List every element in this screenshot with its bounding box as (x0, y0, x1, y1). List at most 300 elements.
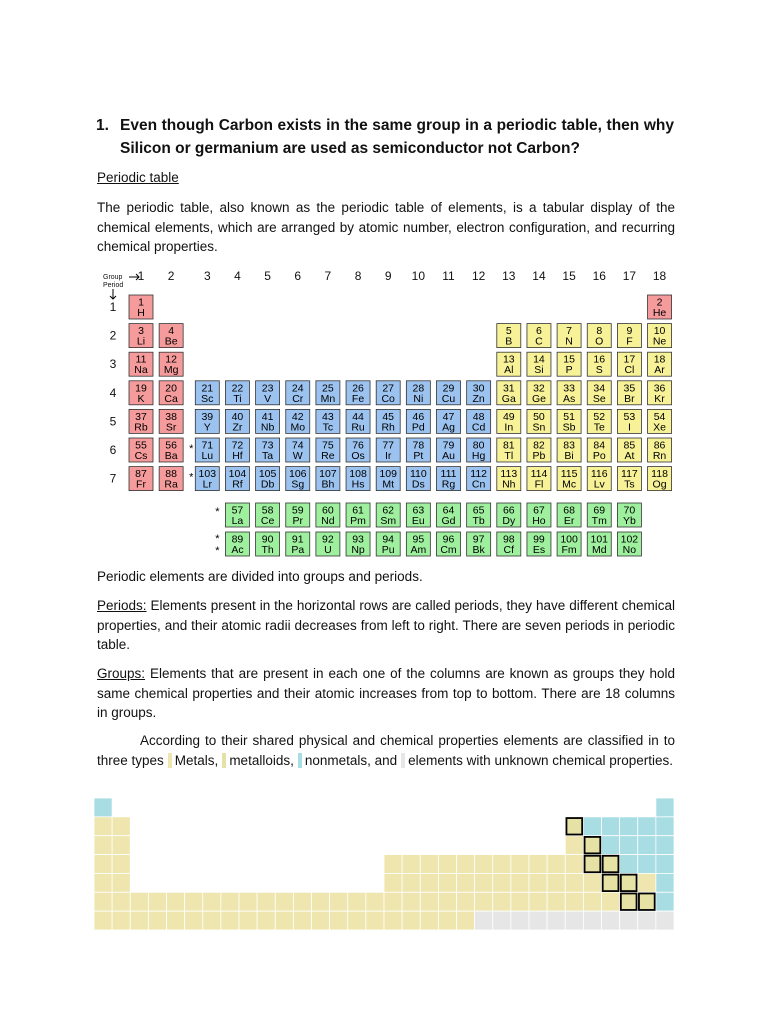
element-ds-number: 110 (409, 468, 427, 481)
element-se-symbol: Se (592, 392, 606, 405)
element-al-number: 13 (502, 353, 515, 366)
element-na-symbol: Na (134, 364, 148, 377)
group-number-14: 14 (532, 269, 546, 283)
element-sr-symbol: Sr (165, 421, 177, 434)
element-s-symbol: S (595, 364, 603, 377)
element-rn-symbol: Rn (652, 450, 667, 462)
element-bh-symbol: Bh (321, 478, 335, 491)
period-axis-label: Period (103, 282, 124, 289)
element-ce-symbol: Ce (260, 515, 275, 527)
element-mo-symbol: Mo (290, 421, 306, 434)
element-be-symbol: Be (164, 335, 178, 348)
period-number-5: 5 (109, 414, 117, 429)
element-mg-symbol: Mg (163, 364, 179, 377)
element-hs-number: 108 (349, 468, 367, 481)
element-cn-number: 112 (470, 468, 488, 481)
metalloids-label: metalloids, (229, 752, 294, 768)
class-cell (565, 855, 583, 874)
unknown-swatch (401, 753, 405, 768)
element-dy-number: 66 (502, 504, 515, 517)
class-cell (493, 911, 511, 930)
period-number-7: 7 (109, 471, 117, 486)
class-cell (312, 911, 330, 930)
element-nb-number: 41 (261, 410, 274, 423)
element-te-symbol: Te (593, 421, 605, 434)
element-md-number: 101 (590, 533, 609, 546)
element-zn-number: 30 (472, 382, 485, 395)
group-number-4: 4 (234, 269, 241, 283)
class-cell (402, 855, 420, 874)
class-cell (583, 911, 601, 930)
element-cm-number: 96 (442, 533, 455, 546)
element-cf-symbol: Cf (503, 544, 515, 556)
periodic-table-figure (96, 266, 686, 562)
group-number-12: 12 (471, 269, 486, 283)
element-ar-number: 18 (653, 353, 666, 366)
question-text: Even though Carbon exists in the same group in a periodic table, then why Silicon or germanium are used as semiconductor not Carbon? (120, 117, 674, 157)
metalloid-cell (585, 837, 601, 853)
class-cell (438, 892, 456, 911)
element-bk-symbol: Bk (472, 544, 485, 556)
class-cell (602, 817, 620, 836)
class-cell (529, 855, 547, 874)
intro-paragraph: The periodic table, also known as the periodic table of elements, is a tabular display of the chemical elements, which are arranged by atomic number, electron configuration, and recurring chemical properties. (97, 200, 675, 254)
class-cell (620, 817, 638, 836)
class-cell (203, 911, 221, 930)
element-ag-symbol: Ag (442, 421, 455, 434)
metalloid-cell (585, 856, 601, 872)
element-in-symbol: In (504, 421, 514, 434)
element-hg-symbol: Hg (471, 450, 486, 462)
element-c-number: 6 (536, 325, 542, 338)
class-cell (348, 911, 366, 930)
element-sn-number: 50 (533, 410, 545, 423)
class-cell (257, 892, 275, 911)
element-ta-number: 73 (261, 439, 274, 452)
element-os-number: 76 (352, 439, 364, 452)
class-cell (366, 911, 384, 930)
element-pt-symbol: Pt (413, 450, 424, 462)
class-cell (438, 855, 456, 874)
element-sg-symbol: Sg (291, 478, 305, 491)
element-rf-symbol: Rf (232, 478, 243, 491)
element-rn-number: 86 (653, 439, 666, 452)
element-nd-number: 60 (322, 504, 334, 517)
element-y-number: 39 (201, 410, 214, 423)
element-rg-symbol: Rg (441, 478, 456, 491)
element-es-symbol: Es (532, 544, 546, 556)
class-cell (384, 855, 402, 874)
group-number-17: 17 (622, 269, 637, 283)
element-yb-number: 70 (623, 504, 636, 517)
element-ru-number: 44 (352, 410, 364, 423)
element-pd-number: 46 (412, 410, 425, 423)
element-fl-symbol: Fl (534, 478, 544, 491)
period-number-1: 1 (109, 300, 117, 314)
element-tb-number: 65 (472, 504, 485, 517)
section-heading-periodic-table: Periodic table (97, 170, 179, 185)
element-k-number: 19 (135, 382, 147, 395)
class-cell (529, 892, 547, 911)
class-cell (511, 911, 529, 930)
element-c-symbol: C (535, 335, 543, 348)
class-cell (402, 911, 420, 930)
element-md-symbol: Md (591, 544, 607, 556)
element-hs-symbol: Hs (351, 478, 365, 491)
element-dy-symbol: Dy (502, 515, 516, 527)
element-cu-symbol: Cu (441, 392, 456, 405)
classification-table-figure (94, 798, 674, 930)
class-cell (602, 836, 620, 855)
element-sb-symbol: Sb (562, 421, 576, 434)
class-cell (475, 873, 493, 892)
metalloids-swatch (222, 753, 226, 768)
group-number-15: 15 (562, 269, 576, 283)
class-cell (547, 911, 565, 930)
nonmetals-swatch (298, 753, 302, 768)
class-cell (94, 892, 112, 911)
class-cell (420, 873, 438, 892)
element-ce-number: 58 (261, 504, 274, 517)
element-pa-number: 91 (291, 533, 304, 546)
periods-paragraph (97, 596, 675, 655)
element-si-number: 14 (533, 353, 545, 366)
element-at-symbol: At (624, 450, 635, 462)
class-cell (293, 892, 311, 911)
element-rb-number: 37 (135, 410, 147, 423)
class-cell (438, 911, 456, 930)
metalloid-cell (603, 875, 619, 891)
element-i-number: 53 (623, 410, 636, 423)
element-mt-symbol: Mt (382, 478, 395, 491)
groups-text: Elements that are present in each one of the columns are known as groups they hold same chemical properties and their atomic increases from top to bottom. There are 18 columns in groups. (97, 666, 675, 720)
element-ca-symbol: Ca (164, 392, 178, 405)
group-number-9: 9 (384, 269, 392, 283)
class-cell (638, 817, 656, 836)
class-cell (94, 798, 112, 817)
class-cell (420, 892, 438, 911)
class-cell (529, 873, 547, 892)
class-cell (293, 911, 311, 930)
class-cell (457, 855, 475, 874)
element-fr-number: 87 (135, 468, 147, 481)
class-cell (330, 892, 348, 911)
element-pb-symbol: Pb (532, 450, 546, 462)
element-am-symbol: Am (410, 544, 427, 556)
nonmetals-label: nonmetals, and (304, 752, 398, 768)
element-og-number: 118 (651, 468, 668, 481)
element-lu-number: 71 (201, 439, 214, 452)
element-rh-number: 45 (382, 410, 395, 423)
class-cell (475, 911, 493, 930)
element-tb-symbol: Tb (472, 515, 485, 527)
class-cell (112, 873, 130, 892)
metalloid-cell (639, 893, 655, 909)
class-cell (620, 911, 638, 930)
element-db-symbol: Db (260, 478, 275, 491)
class-cell (529, 911, 547, 930)
actinide-marker-main: * (189, 471, 194, 484)
class-cell (420, 911, 438, 930)
class-cell (384, 873, 402, 892)
class-cell (312, 892, 330, 911)
element-pd-symbol: Pd (411, 421, 425, 434)
group-number-2: 2 (167, 269, 175, 283)
element-br-number: 35 (623, 382, 636, 395)
element-ag-number: 47 (442, 410, 455, 423)
metals-label: Metals, (174, 752, 219, 768)
class-cell (94, 911, 112, 930)
element-cu-number: 29 (442, 382, 455, 395)
class-cell (583, 817, 601, 836)
element-cd-symbol: Cd (471, 421, 486, 434)
element-ds-symbol: Ds (411, 478, 425, 491)
group-number-3: 3 (203, 269, 211, 283)
class-cell (511, 855, 529, 874)
element-zr-symbol: Zr (232, 421, 243, 434)
element-b-symbol: B (505, 335, 513, 348)
class-cell (493, 873, 511, 892)
element-np-symbol: Np (351, 544, 365, 556)
element-pm-symbol: Pm (350, 515, 366, 527)
element-bi-symbol: Bi (564, 450, 574, 462)
lanthanide-marker: * (215, 506, 220, 518)
group-number-7: 7 (324, 269, 332, 283)
element-ti-number: 22 (231, 382, 244, 395)
element-n-number: 7 (566, 325, 573, 338)
group-number-18: 18 (652, 269, 667, 283)
class-cell (493, 892, 511, 911)
class-cell (565, 911, 583, 930)
group-number-8: 8 (354, 269, 362, 283)
groups-paragraph (97, 664, 675, 723)
element-nd-symbol: Nd (321, 515, 335, 527)
element-cr-symbol: Cr (292, 392, 304, 405)
element-kr-number: 36 (653, 382, 666, 395)
element-as-number: 33 (563, 382, 575, 395)
element-th-number: 90 (261, 533, 274, 546)
element-ge-symbol: Ge (531, 392, 546, 405)
element-th-symbol: Th (261, 544, 274, 556)
class-cell (275, 911, 293, 930)
element-ca-number: 20 (165, 382, 177, 395)
class-cell (656, 817, 674, 836)
element-ir-number: 77 (382, 439, 395, 452)
element-mt-number: 109 (379, 468, 397, 481)
element-hf-symbol: Hf (232, 450, 243, 462)
group-number-6: 6 (294, 269, 302, 283)
metalloid-cell (621, 875, 637, 891)
actinide-marker-2: * (215, 545, 220, 557)
class-cell (656, 836, 674, 855)
element-u-symbol: U (324, 544, 332, 556)
class-cell (112, 855, 130, 874)
element-se-number: 34 (593, 382, 606, 395)
element-ge-number: 32 (533, 382, 545, 395)
groups-term: Groups: (97, 666, 146, 681)
element-ta-symbol: Ta (262, 450, 274, 462)
class-cell (275, 892, 293, 911)
element-sm-symbol: Sm (380, 515, 397, 527)
question (96, 114, 674, 160)
class-cell (602, 911, 620, 930)
class-cell (167, 911, 185, 930)
element-eu-number: 63 (412, 504, 425, 517)
element-tl-symbol: Tl (504, 450, 514, 462)
element-no-number: 102 (620, 533, 639, 546)
lanthanide-marker-main: * (189, 443, 194, 455)
metals-swatch (168, 753, 172, 768)
class-cell (148, 892, 166, 911)
period-arrow-icon (110, 289, 116, 299)
class-cell (656, 873, 674, 892)
element-b-number: 5 (505, 325, 512, 338)
element-xe-number: 54 (653, 410, 666, 423)
class-cell (185, 892, 203, 911)
class-cell (185, 911, 203, 930)
element-xe-symbol: Xe (653, 421, 666, 434)
element-ts-number: 117 (621, 468, 638, 481)
class-cell (565, 873, 583, 892)
element-co-symbol: Co (381, 392, 395, 405)
period-number-3: 3 (109, 357, 117, 372)
class-cell (112, 911, 130, 930)
element-lu-symbol: Lu (201, 450, 214, 462)
class-cell (511, 892, 529, 911)
element-ga-symbol: Ga (501, 392, 516, 405)
element-lr-number: 103 (198, 468, 217, 481)
element-al-symbol: Al (504, 364, 514, 377)
period-number-6: 6 (109, 443, 117, 457)
element-ga-number: 31 (502, 382, 515, 395)
element-mc-number: 115 (560, 468, 578, 481)
class-cell (475, 892, 493, 911)
element-lv-number: 116 (590, 468, 608, 481)
element-p-number: 15 (563, 353, 575, 366)
element-li-symbol: Li (136, 335, 146, 348)
element-cl-number: 17 (623, 353, 636, 366)
element-f-number: 9 (626, 325, 633, 338)
element-tc-number: 43 (322, 410, 334, 423)
class-cell (402, 892, 420, 911)
class-cell (475, 855, 493, 874)
element-pm-number: 61 (352, 504, 364, 517)
class-cell (438, 873, 456, 892)
element-he-symbol: He (652, 307, 667, 319)
element-cs-number: 55 (135, 439, 147, 452)
class-cell (656, 892, 674, 911)
element-au-symbol: Au (442, 450, 455, 462)
period-number-4: 4 (109, 385, 117, 400)
element-ne-symbol: Ne (652, 335, 667, 348)
element-sc-symbol: Sc (201, 392, 214, 405)
element-yb-symbol: Yb (622, 515, 636, 527)
element-sb-number: 51 (563, 410, 575, 423)
element-er-number: 68 (563, 504, 575, 517)
element-v-number: 23 (261, 382, 274, 395)
class-cell (384, 911, 402, 930)
periods-text: Elements present in the horizontal rows are called periods, they have different chemical properties, and their atomic radii decreases from left to right. There are seven periods in periodic table. (97, 598, 675, 652)
class-cell (547, 873, 565, 892)
element-s-number: 16 (593, 353, 606, 366)
class-cell (239, 892, 257, 911)
element-ti-symbol: Ti (233, 392, 242, 405)
element-pr-symbol: Pr (292, 515, 303, 527)
element-li-number: 3 (138, 325, 144, 338)
element-si-symbol: Si (534, 364, 544, 377)
class-cell (420, 855, 438, 874)
metalloid-cell (621, 893, 637, 909)
class-cell (620, 855, 638, 874)
element-o-number: 8 (596, 325, 603, 338)
element-ts-symbol: Ts (624, 478, 635, 491)
element-sn-symbol: Sn (532, 421, 546, 434)
element-he-number: 2 (656, 296, 663, 309)
period-number-2: 2 (109, 328, 117, 343)
class-cell (547, 892, 565, 911)
element-og-symbol: Og (652, 478, 667, 491)
element-tc-symbol: Tc (322, 421, 334, 434)
class-cell (112, 817, 130, 836)
element-rh-symbol: Rh (381, 421, 395, 434)
element-ho-number: 67 (533, 504, 545, 517)
element-ar-symbol: Ar (654, 364, 665, 377)
element-u-number: 92 (322, 533, 334, 546)
class-cell (457, 911, 475, 930)
element-tl-number: 81 (502, 439, 515, 452)
group-number-16: 16 (592, 269, 606, 283)
class-cell (384, 892, 402, 911)
element-h-symbol: H (137, 307, 145, 319)
group-number-10: 10 (411, 269, 426, 283)
element-y-symbol: Y (203, 421, 211, 434)
element-hg-number: 80 (472, 439, 485, 452)
element-bh-number: 107 (319, 468, 337, 481)
element-bk-number: 97 (472, 533, 485, 546)
element-zr-number: 40 (231, 410, 244, 423)
element-mn-symbol: Mn (320, 392, 336, 405)
element-te-number: 52 (593, 410, 606, 423)
groups-periods-sentence: Periodic elements are divided into groups and periods. (97, 569, 423, 584)
group-number-5: 5 (264, 269, 271, 283)
class-cell (112, 836, 130, 855)
class-cell (94, 836, 112, 855)
element-ac-symbol: Ac (231, 544, 244, 556)
element-re-symbol: Re (321, 450, 335, 462)
class-cell (620, 836, 638, 855)
actinide-marker: * (215, 533, 220, 545)
periods-term: Periods: (97, 598, 147, 613)
element-po-symbol: Po (592, 450, 606, 462)
element-pb-number: 82 (533, 439, 545, 452)
class-cell (203, 892, 221, 911)
element-n-symbol: N (565, 335, 573, 348)
element-cl-symbol: Cl (624, 364, 635, 377)
classification-paragraph (97, 731, 675, 770)
question-number: 1. (96, 117, 109, 134)
element-la-symbol: La (231, 515, 244, 527)
element-cm-symbol: Cm (440, 544, 457, 556)
element-eu-symbol: Eu (411, 515, 425, 527)
element-ac-number: 89 (231, 533, 244, 546)
element-p-symbol: P (565, 364, 573, 377)
class-cell (583, 892, 601, 911)
class-cell (94, 873, 112, 892)
element-co-number: 27 (382, 382, 395, 395)
element-fe-number: 26 (352, 382, 364, 395)
element-cd-number: 48 (472, 410, 485, 423)
element-h-number: 1 (138, 296, 144, 309)
